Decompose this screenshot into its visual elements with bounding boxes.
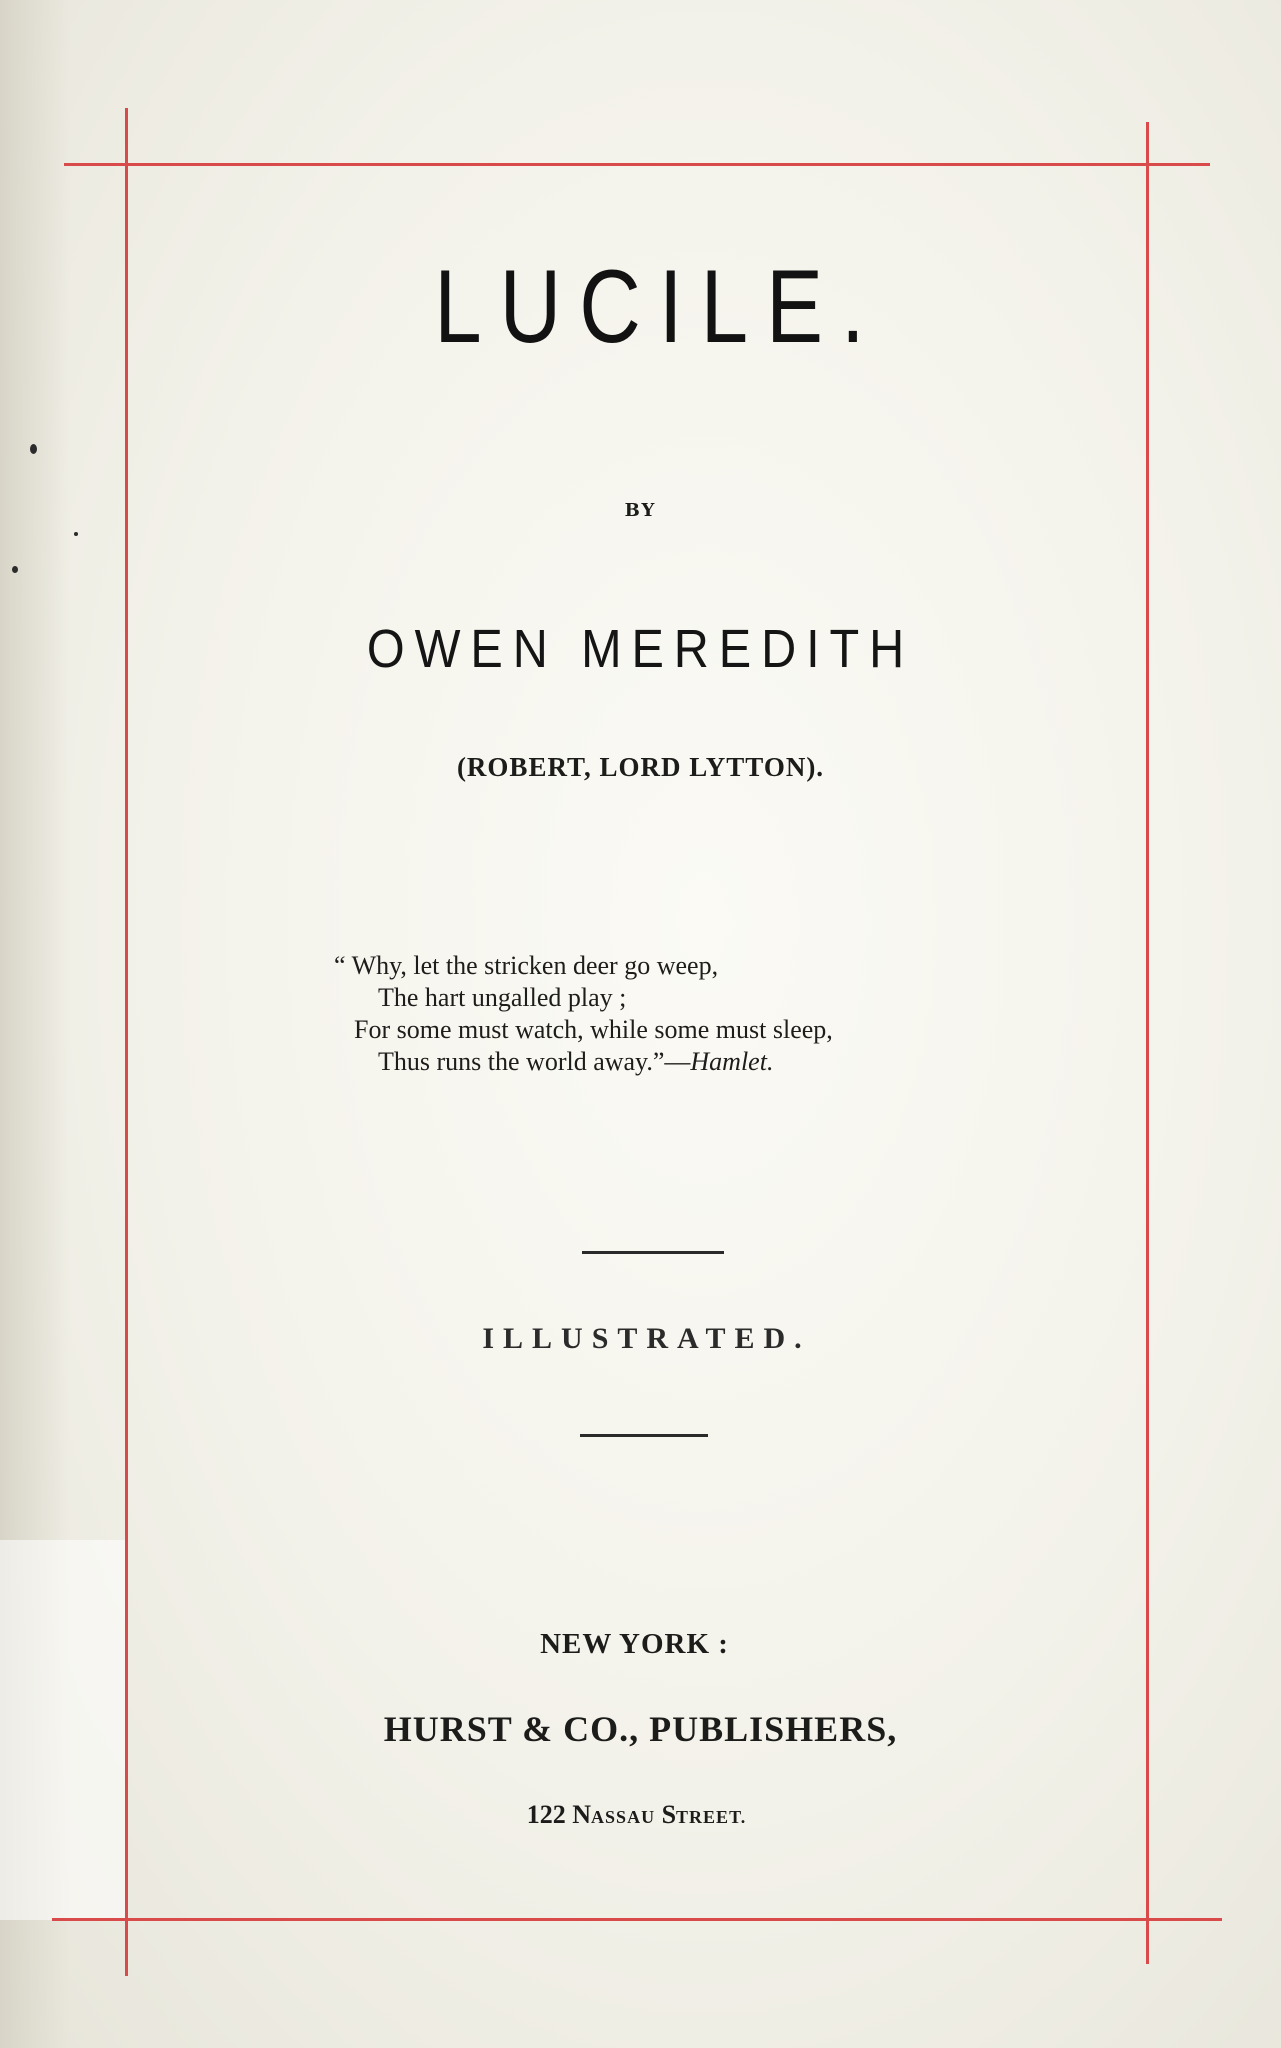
address-number: 122 (526, 1800, 566, 1829)
epigraph-line-last (334, 1046, 833, 1078)
author-alias: (ROBERT, LORD LYTTON). (456, 752, 825, 782)
book-title: LUCILE. (434, 249, 883, 365)
epigraph-source: Hamlet. (690, 1047, 774, 1076)
ornamental-rule-lower (580, 1434, 708, 1437)
address-word-rest: TREET. (676, 1807, 747, 1827)
address-word-initial: N (572, 1800, 592, 1829)
paper-speck (30, 444, 37, 454)
epigraph-line: “ Why, let the stricken deer go weep, (334, 951, 719, 980)
address-word-rest: ASSAU (591, 1807, 656, 1827)
paper-speck (74, 532, 78, 536)
paper-speck (12, 566, 18, 573)
byline-label: BY (624, 500, 657, 521)
address-word-initial: S (661, 1800, 677, 1829)
epigraph-line: The hart ungalled play ; (378, 983, 627, 1012)
epigraph-line: Thus runs the world away.”— (378, 1047, 691, 1076)
ornamental-rule-upper (582, 1251, 724, 1254)
border-rule-bottom (52, 1918, 1222, 1921)
imprint-publisher: HURST & CO., PUBLISHERS, (383, 1709, 898, 1749)
epigraph-line: For some must watch, while some must sleep, (354, 1015, 833, 1044)
border-rule-right (1146, 122, 1149, 1964)
edition-note: ILLUSTRATED. (482, 1322, 811, 1355)
author-name: OWEN MEREDITH (366, 619, 915, 679)
imprint-city: NEW YORK : (540, 1628, 729, 1660)
imprint-address (0, 1800, 1277, 1830)
border-rule-left (125, 108, 128, 1976)
epigraph (334, 950, 833, 1078)
border-rule-top (64, 163, 1210, 166)
